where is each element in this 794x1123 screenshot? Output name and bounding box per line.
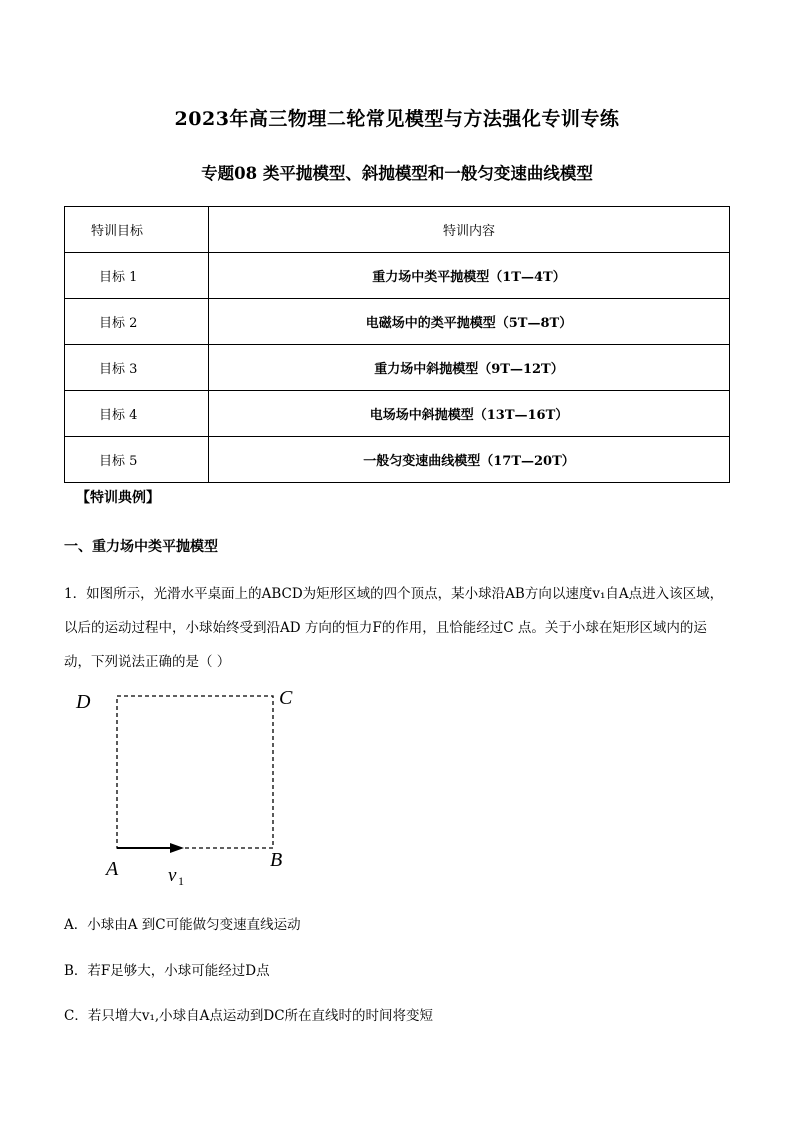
rectangle-diagram xyxy=(64,670,324,900)
table-row xyxy=(65,299,730,345)
content-cell: 电场场中斜抛模型（13T—16T） xyxy=(209,391,730,437)
label-b: B xyxy=(270,849,283,871)
target-cell: 目标 5 xyxy=(65,437,209,483)
section-title: 一、重力场中类平抛模型 xyxy=(64,539,218,555)
velocity-arrowhead xyxy=(170,843,184,853)
label-a: A xyxy=(106,858,119,880)
document-title: 2023年高三物理二轮常见模型与方法强化专训专练 xyxy=(174,108,620,130)
dashed-rectangle xyxy=(117,696,273,848)
table-row xyxy=(65,437,730,483)
label-v: v xyxy=(168,865,177,886)
section-heading: 【特训典例】 xyxy=(76,490,160,506)
label-c: C xyxy=(279,687,293,709)
training-targets-table xyxy=(64,206,730,483)
target-cell: 目标 4 xyxy=(65,391,209,437)
label-v-subscript: 1 xyxy=(178,874,184,888)
target-cell: 目标 1 xyxy=(65,253,209,299)
option-b: B．若F足够大，小球可能经过D点 xyxy=(64,963,270,979)
table-header-row xyxy=(65,207,730,253)
table-header-content: 特训内容 xyxy=(209,207,730,253)
option-c: C．若只增大v₁,小球自A点运动到DC所在直线时的时间将变短 xyxy=(64,1008,434,1024)
table-header-target: 特训目标 xyxy=(65,207,209,253)
content-cell: 重力场中斜抛模型（9T—12T） xyxy=(209,345,730,391)
target-cell: 目标 2 xyxy=(65,299,209,345)
content-cell: 重力场中类平抛模型（1T—4T） xyxy=(209,253,730,299)
table-row xyxy=(65,391,730,437)
target-cell: 目标 3 xyxy=(65,345,209,391)
document-subtitle: 专题08 类平抛模型、斜抛模型和一般匀变速曲线模型 xyxy=(201,164,593,183)
option-a: A．小球由A 到C可能做匀变速直线运动 xyxy=(64,917,301,933)
label-d: D xyxy=(76,691,91,713)
content-cell: 一般匀变速曲线模型（17T—20T） xyxy=(209,437,730,483)
question-text: 1．如图所示，光滑水平桌面上的ABCD为矩形区域的四个顶点，某小球沿AB方向以速度v₁自A点进入该区域，以后的运动过程中，小球始终受到沿AD 方向的恒力F的作用，且恰能经过C 点。关于小球在矩形区域内的运动，下列说法正确的是（ ） xyxy=(64,586,724,670)
content-cell: 电磁场中的类平抛模型（5T—8T） xyxy=(209,299,730,345)
table-row xyxy=(65,253,730,299)
table-row xyxy=(65,345,730,391)
